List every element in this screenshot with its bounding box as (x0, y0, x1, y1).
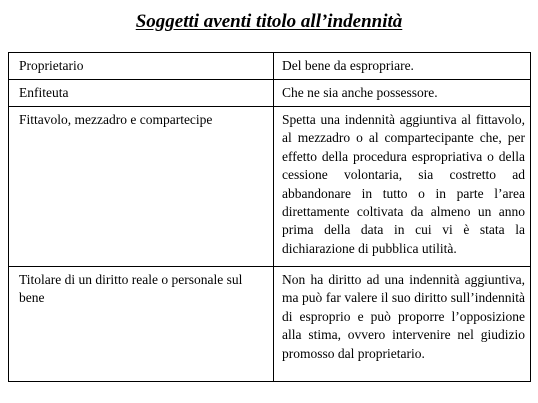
entitlement-text: Che ne sia anche possessore. (282, 85, 438, 100)
entitlement-cell (274, 53, 531, 80)
table-row (9, 80, 531, 107)
subject-text: Proprietario (19, 58, 84, 73)
subject-cell (9, 53, 274, 80)
document-title: Soggetti aventi titolo all’indennità (135, 11, 403, 32)
subject-text: Enfiteuta (19, 85, 69, 100)
entitlement-cell (274, 80, 531, 107)
entitlement-cell (274, 107, 531, 267)
entitlement-text: Del bene da espropriare. (282, 58, 414, 73)
entitlement-cell (274, 267, 531, 382)
subject-cell (9, 267, 274, 382)
entitlement-text: Spetta una indennità aggiuntiva al fittavolo, al mezzadro o al compartecipante che, per effetto della procedura espropriativa o della cessione volontaria, sia costretto ad abbandonare in tutto o in parte l’area direttamente coltivata da almeno un anno prima della data in cui vi è stata la dichiarazione di pubblica utilità. (282, 112, 525, 256)
subject-cell (9, 80, 274, 107)
table-row (9, 267, 531, 382)
table-row (9, 53, 531, 80)
entitlement-text: Non ha diritto ad una indennità aggiuntiva, ma può far valere il suo diritto sull’indennità di esproprio e può proporre l’opposizione alla stima, ovvero intervenire nel giudizio promosso dal proprietario. (282, 272, 525, 361)
subject-text: Fittavolo, mezzadro e compartecipe (19, 112, 213, 127)
subject-cell (9, 107, 274, 267)
table-body (9, 53, 531, 382)
indemnity-table (8, 52, 531, 382)
table-row (9, 107, 531, 267)
subject-text: Titolare di un diritto reale o personale sul bene (19, 272, 243, 306)
